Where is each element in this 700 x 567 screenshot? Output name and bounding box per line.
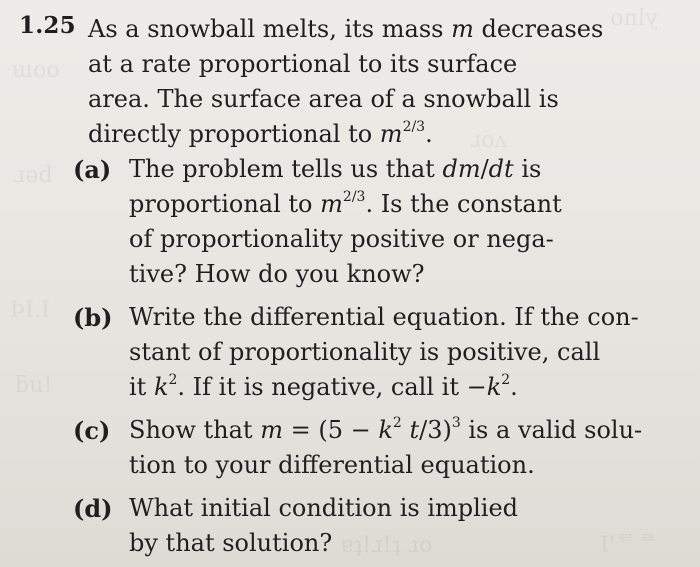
problem-number: 1.25 xyxy=(19,12,76,39)
part-d-body xyxy=(129,491,693,561)
part-a-line: The problem tells us that dm/dt is xyxy=(129,155,542,183)
bleed-through-mark: ɹəd xyxy=(14,163,53,188)
part-b xyxy=(73,300,693,405)
part-c-line: Show that $m = (5 - k^2$ t/3)$^3$ is a valid solu- xyxy=(129,415,643,444)
part-a-line: tive? How do you know? xyxy=(129,260,425,288)
part-c-body xyxy=(129,413,693,483)
problem-stem xyxy=(88,12,678,152)
part-b-line: it $k^2$. If it is negative, call it $-k^2$. xyxy=(129,372,518,401)
part-b-line: stant of proportionality is positive, call xyxy=(129,338,601,366)
part-d-line: by that solution? xyxy=(129,529,333,557)
bleed-through-mark: ylno xyxy=(610,6,658,31)
part-d-label: (d) xyxy=(73,494,113,523)
part-d xyxy=(73,491,693,561)
stem-line: As a snowball melts, its mass m decreases xyxy=(88,15,604,43)
part-a xyxy=(73,152,693,292)
bleed-through-mark: ɹoʌ xyxy=(470,128,508,153)
stem-line: area. The surface area of a snowball is xyxy=(88,85,559,113)
part-c xyxy=(73,413,693,483)
part-a-line: proportional to $m^{2/3}$. Is the constant xyxy=(129,189,562,218)
part-a-line: of proportionality positive or nega- xyxy=(129,225,554,253)
part-b-label: (b) xyxy=(73,303,113,332)
part-c-line: tion to your differential equation. xyxy=(129,451,535,479)
part-b-line: Write the differential equation. If the con- xyxy=(129,303,639,331)
bleed-through-mark: ɐʇ!ɹ!ʇ ɹo xyxy=(340,533,433,558)
bleed-through-mark: ƃu! xyxy=(15,373,53,398)
bleed-through-mark: Ɩ'ᄅᄅ xyxy=(600,533,659,558)
part-d-line: What initial condition is implied xyxy=(129,494,519,522)
part-c-label: (c) xyxy=(73,416,111,445)
part-a-label: (a) xyxy=(73,155,112,184)
part-b-body xyxy=(129,300,693,405)
part-a-body xyxy=(129,152,693,292)
stem-line: at a rate proportional to its surface xyxy=(88,50,518,78)
bleed-through-mark: ɯoo xyxy=(12,58,60,83)
stem-line: directly proportional to $m^{2/3}$. xyxy=(88,119,433,148)
bleed-through-mark: ÞI.I xyxy=(10,298,51,323)
